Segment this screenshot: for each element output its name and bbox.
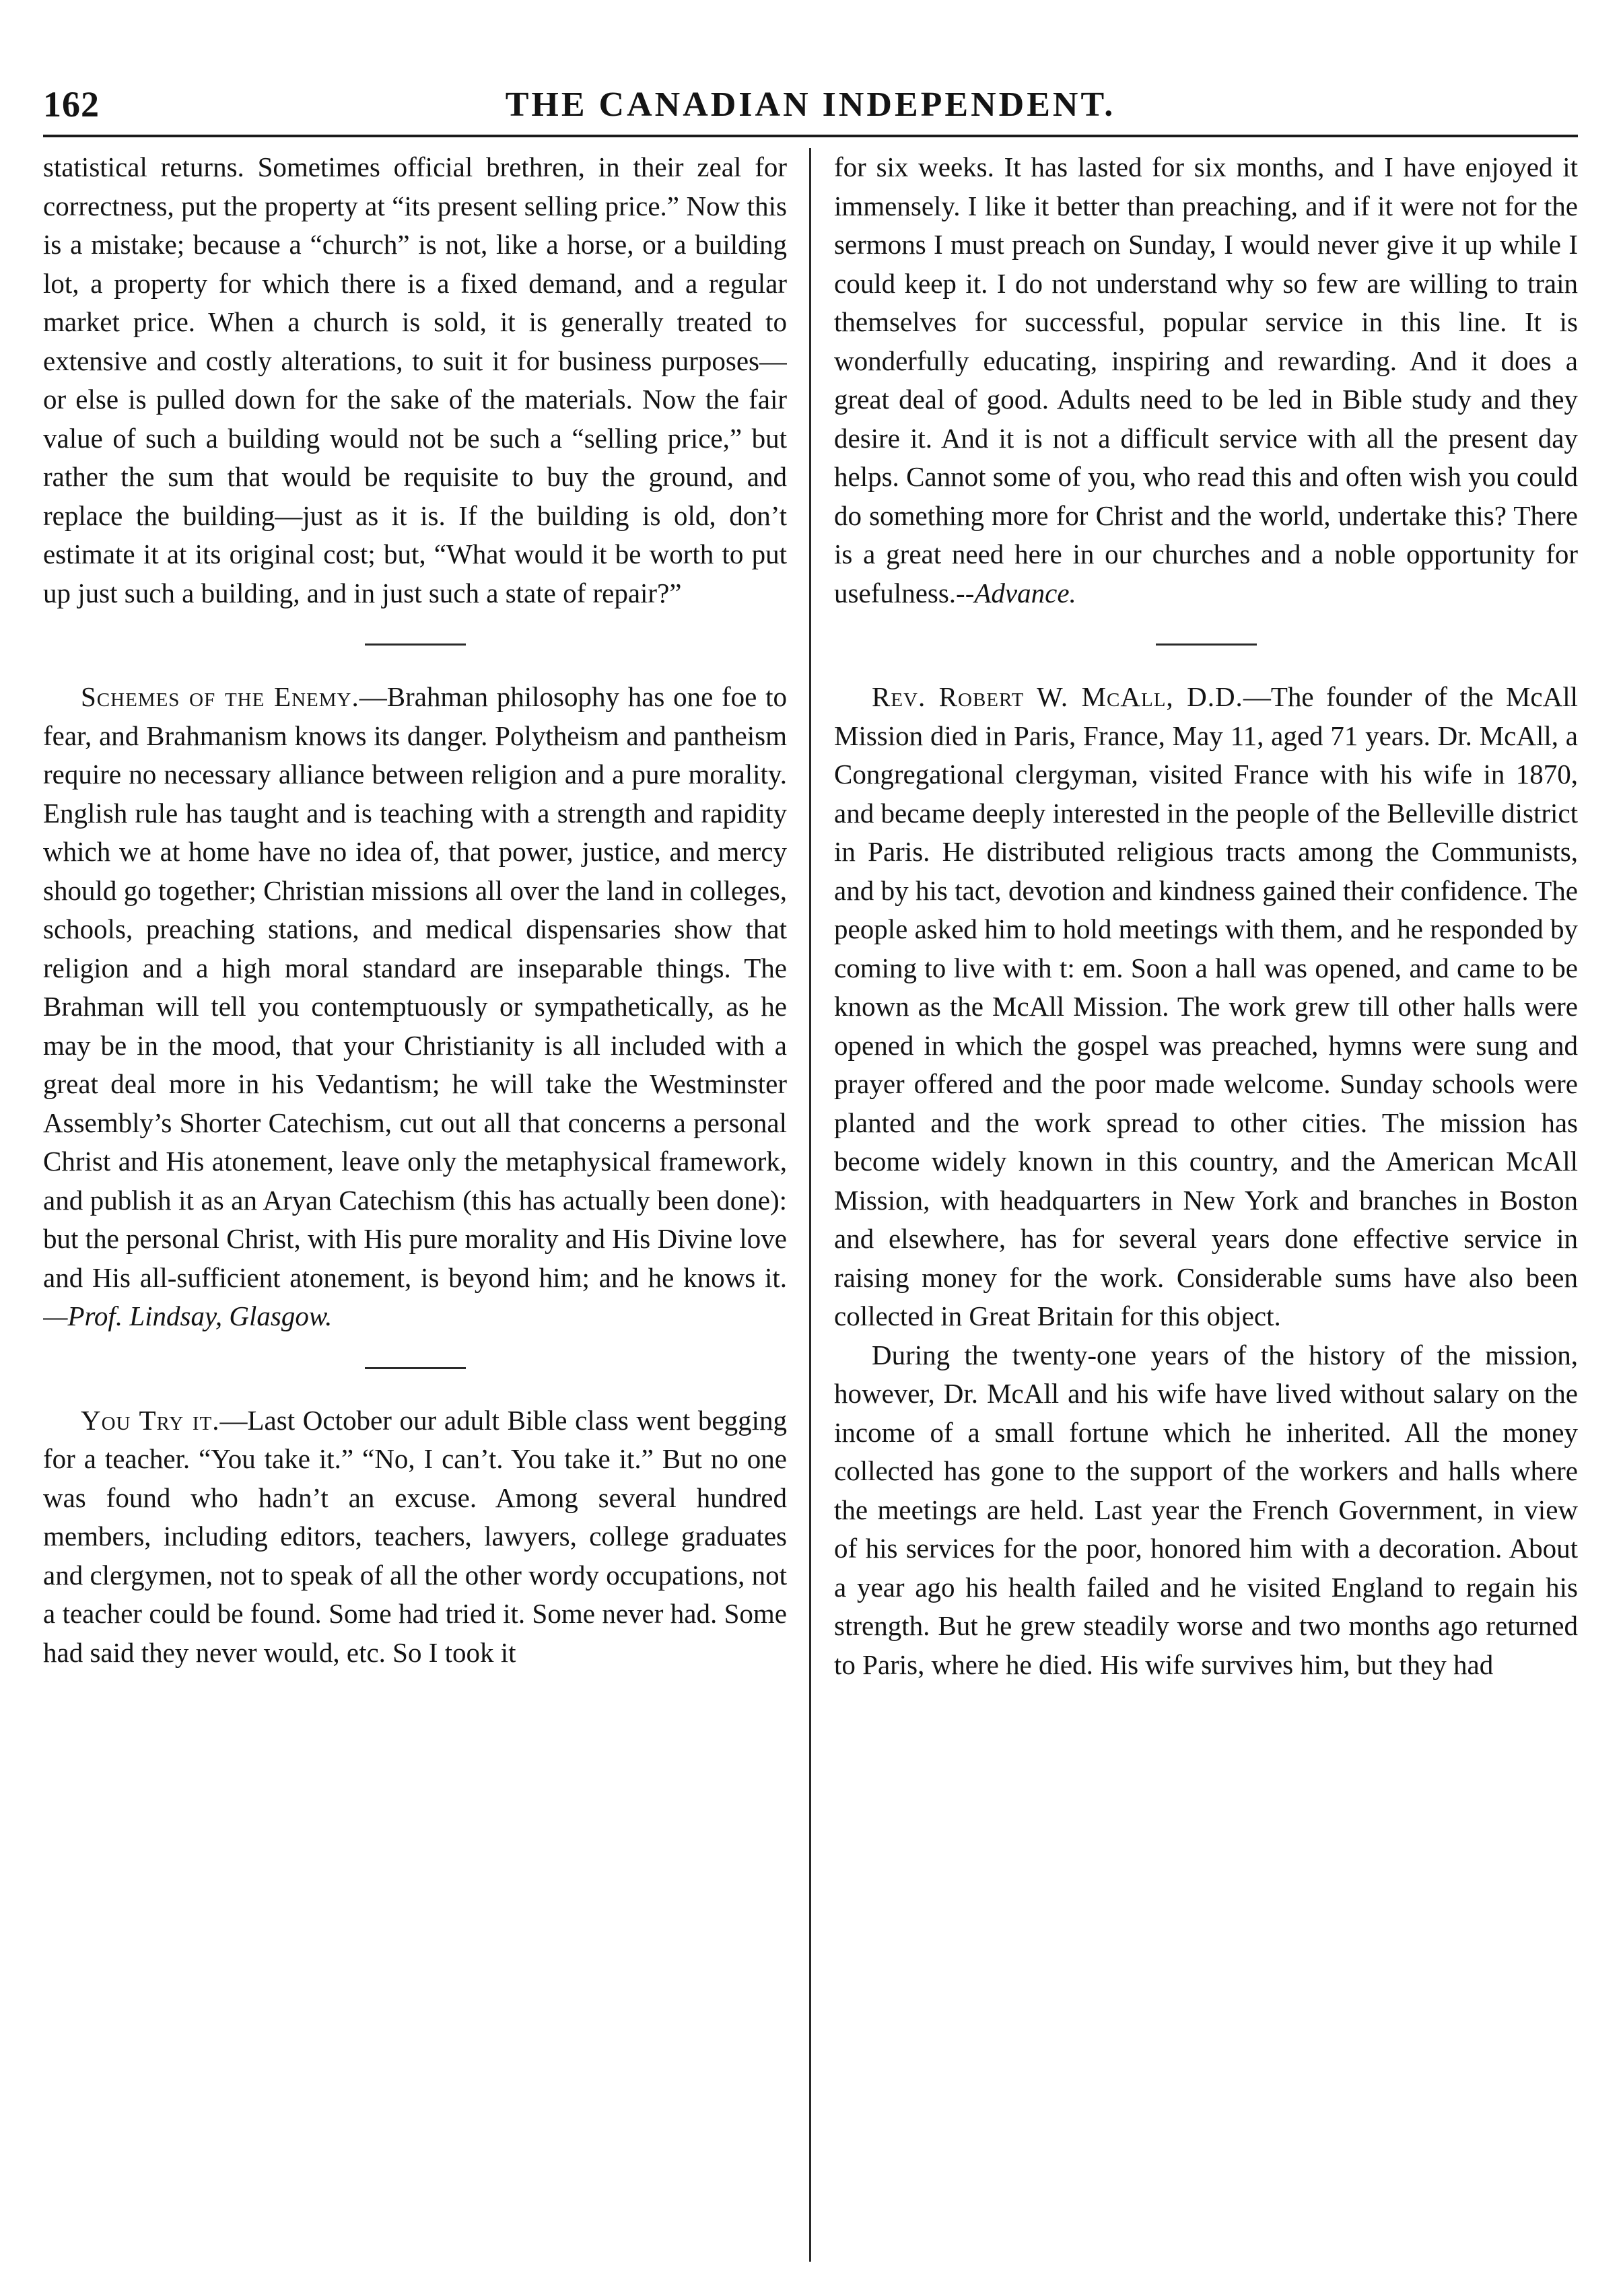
page-number: 162 [43,84,100,125]
section-separator [365,643,466,646]
article-body: —The founder of the McAll Mission died in Paris, France, May 11, aged 71 years. Dr. McAll, a Congregational clergyman, visited France with his wife in 1870, and became deeply interested in the people of the Belleville district in Paris. He distributed religious tracts among the Communists, and by his tact, devotion and kindness gained their confidence. The people asked him to hold meetings with them, and he responded by coming to live with t: em. Soon a hall was opened, and came to be known as the McAll Mission. The work grew till other halls were opened in which the gospel was preached, hymns were sung and prayer offered and the poor made welcome. Sunday schools were planted and the work spread to other cities. The mission has become widely known in this country, and the American McAll Mission, with headquarters in New York and branches in Boston and elsewhere, has for several years done effective service in raising money for the work. Considerable sums have also been collected in Great Britain for this object. [834,681,1578,1331]
article-body: —Last October our adult Bible class went begging for a teacher. “You take it.” “No, I can’t. You take it.” But no one was found who hadn’t an excuse. Among several hundred members, including editors, teachers, lawyers, college graduates and clergymen, not to speak of all the other wordy occupations, not a teacher could be found. Some had tried it. Some never had. Some had said they never would, etc. So I took it [43,1404,787,1668]
section-separator [1156,643,1257,646]
right-column [834,148,1578,2262]
article-credit: Advance. [974,577,1076,608]
article-you-try-it-continued [834,148,1578,613]
article-heading: Schemes of the Enemy. [81,681,359,712]
section-separator [365,1367,466,1369]
left-column [43,148,787,2262]
page-header [43,81,1578,137]
article-you-try-it [43,1401,787,1673]
article-church-valuation: statistical returns. Sometimes official brethren, in their zeal for correctness, put the property at “its present selling price.” Now this is a mistake; because a “church” is not, like a horse, or a building lot, a property for which there is a fixed demand, and a regular market price. When a church is sold, it is generally treated to extensive and costly alterations, to suit it for business purposes—or else is pulled down for the sake of the materials. Now the fair value of such a building would not be such a “selling price,” but rather the sum that would be requisite to buy the ground, and replace the building—just as it is. If the building is old, don’t estimate it at its original cost; but, “What would it be worth to put up just such a building, and in just such a state of repair?” [43,151,787,608]
text-columns [43,148,1578,2262]
journal-title: THE CANADIAN INDEPENDENT. [505,85,1116,124]
article-schemes-of-the-enemy [43,678,787,1336]
article-heading: Rev. Robert W. McAll, D.D. [872,681,1243,712]
document-page [43,81,1578,2268]
article-mcall-obituary [834,678,1578,1336]
column-rule [809,148,811,2262]
article-body: for six weeks. It has lasted for six months, and I have enjoyed it immensely. I like it better than preaching, and if it were not for the sermons I must preach on Sunday, I would never give it up while I could keep it. I do not understand why so few are willing to train themselves for successful, popular service in this line. It is wonderfully educating, inspiring and rewarding. And it does a great deal of good. Adults need to be led in Bible study and they desire it. And it is not a difficult service with all the present day helps. Cannot some of you, who read this and often wish you could do something more for Christ and the world, undertake this? There is a great need here in our churches and a noble opportunity for usefulness.-- [834,151,1578,608]
article-mcall-obituary-paragraph-2: During the twenty-one years of the history of the mission, however, Dr. McAll and his wife have lived without salary on the income of a small fortune which he inherited. All the money collected has gone to the support of the workers and halls where the meetings are held. Last year the French Government, in view of his services for the poor, honored him with a decoration. About a year ago his health failed and he visited England to regain his strength. But he grew steadily worse and two months ago returned to Paris, where he died. His wife survives him, but they had [834,1339,1578,1680]
article-credit: —Prof. Lindsay, Glasgow. [43,1300,333,1331]
article-heading: You Try it. [81,1404,220,1436]
article-body: —Brahman philosophy has one foe to fear, and Brahmanism knows its danger. Polytheism and pantheism require no necessary alliance between religion and a pure morality. English rule has taught and is teaching with a strength and rapidity which we at home have no idea of, that power, justice, and mercy should go together; Christian missions all over the land in colleges, schools, preaching stations, and medical dispensaries show that religion and a high moral standard are inseparable things. The Brahman will tell you contemptuously or sympathetically, as he may be in the mood, that your Christianity is all included with a great deal more in his Vedantism; he will take the Westminster Assembly’s Shorter Catechism, cut out all that concerns a personal Christ and His atonement, leave only the metaphysical framework, and publish it as an Aryan Catechism (this has actually been done): but the personal Christ, with His pure morality and His Divine love and His all-sufficient atonement, is beyond him; and he knows it. [43,681,787,1293]
